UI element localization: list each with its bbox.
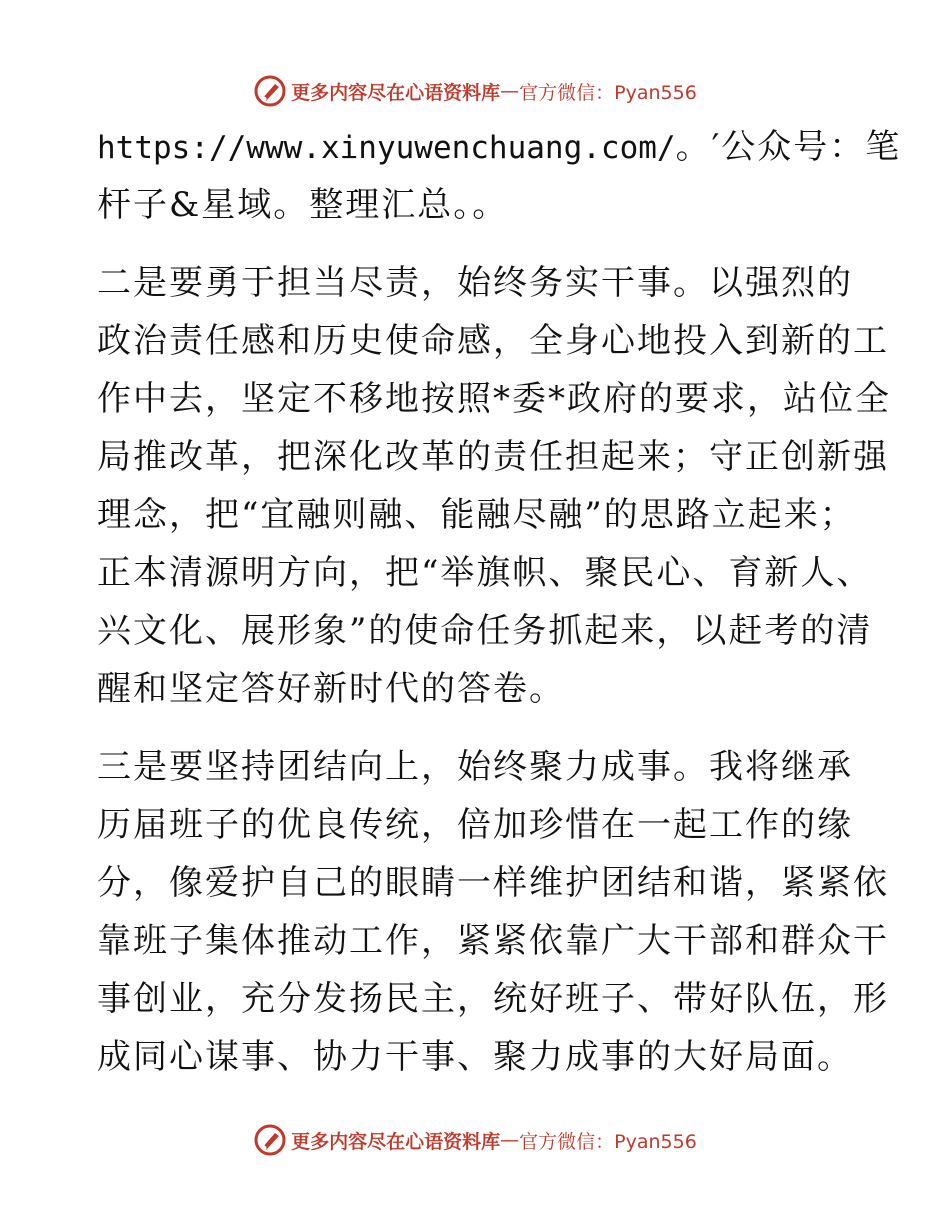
paragraph-line: 醒和坚定答好新时代的答卷。 [97, 669, 565, 709]
paragraph-2 [97, 254, 891, 718]
watermark-header [0, 71, 950, 111]
watermark-brand: 更多内容尽在心语资料库 [291, 81, 501, 104]
watermark-dash: — [500, 80, 520, 102]
intro-line-2: 杆子&星域。整理汇总。。 [97, 185, 509, 225]
paragraph-line: 二是要勇于担当尽责，始终务实干事。以强烈的 [97, 263, 853, 303]
website-url: https://www.xinyuwenchuang.com/ [97, 130, 676, 166]
watermark-wechat: 官方微信：Pyan556 [519, 1130, 697, 1153]
paragraph-line: 政治责任感和历史使命感，全身心地投入到新的工 [97, 321, 889, 361]
paragraph-line: 正本清源明方向，把“举旗帜、聚民心、育新人、 [97, 553, 873, 593]
paragraph-line: 三是要坚持团结向上，始终聚力成事。我将继承 [97, 747, 853, 787]
intro-line-1-rest: 。′公众号：笔 [675, 127, 902, 167]
document-body [97, 118, 902, 1086]
paragraph-line: 兴文化、展形象”的使命任务抓起来，以赶考的清 [97, 611, 873, 651]
paragraph-line: 历届班子的优良传统，倍加珍惜在一起工作的缘 [97, 805, 853, 845]
pen-logo-icon [253, 1123, 287, 1157]
paragraph-line: 事创业，充分发扬民主，统好班子、带好队伍，形 [97, 979, 889, 1019]
paragraph-line: 理念，把“宜融则融、能融尽融”的思路立起来； [97, 495, 856, 535]
watermark-brand: 更多内容尽在心语资料库 [291, 1130, 501, 1153]
paragraph-line: 成同心谋事、协力干事、聚力成事的大好局面。 [97, 1037, 853, 1077]
watermark-dash: — [500, 1129, 520, 1151]
paragraph-line: 靠班子集体推动工作，紧紧依靠广大干部和群众干 [97, 921, 889, 961]
paragraph-line: 作中去，坚定不移地按照*委*政府的要求，站位全 [97, 379, 891, 419]
intro-line-1 [97, 118, 902, 176]
paragraph-line: 局推改革，把深化改革的责任担起来；守正创新强 [97, 437, 889, 477]
paragraph-line: 分，像爱护自己的眼睛一样维护团结和谐，紧紧依 [97, 863, 889, 903]
paragraph-3 [97, 738, 889, 1086]
watermark-footer [0, 1120, 950, 1160]
pen-logo-icon [253, 74, 287, 108]
watermark-wechat: 官方微信：Pyan556 [519, 81, 697, 104]
